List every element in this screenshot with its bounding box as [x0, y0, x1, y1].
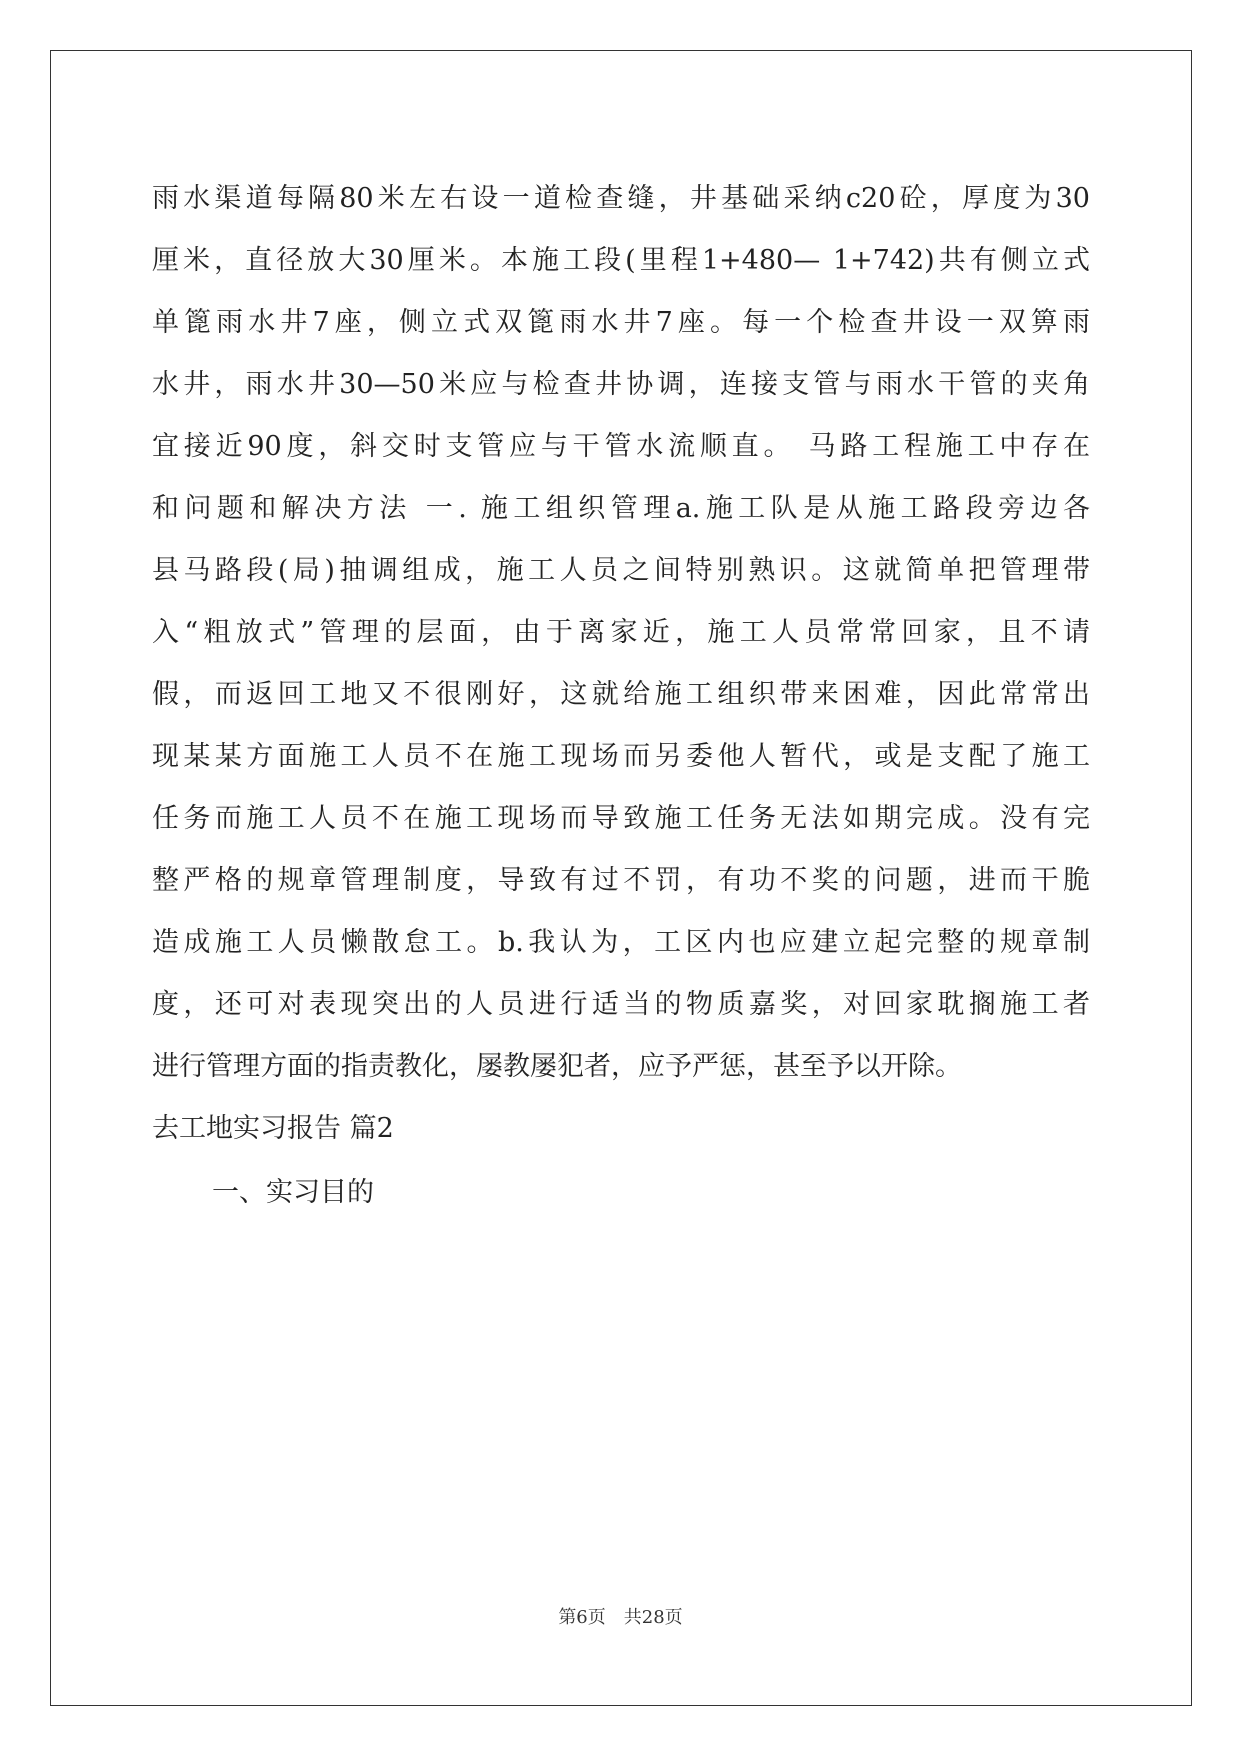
body-line: 进行管理方面的指责教化，屡教屡犯者，应予严惩，甚至予以开除。: [152, 1051, 962, 1082]
section-title: 去工地实习报告 篇2: [152, 1113, 394, 1144]
body-line: 造成施工人员懒散怠工。b.我认为，工区内也应建立起完整的规章制: [152, 927, 1090, 958]
subsection-title: 一、实习目的: [212, 1177, 374, 1208]
body-line: 单篦雨水井7座，侧立式双篦雨水井7座。每一个检查井设一双箅雨: [152, 307, 1090, 338]
page-footer: 第6页 共28页: [558, 1607, 683, 1628]
body-line: 县马路段(局)抽调组成，施工人员之间特别熟识。这就简单把管理带: [152, 555, 1090, 586]
body-line: 入“粗放式”管理的层面，由于离家近，施工人员常常回家，且不请: [152, 617, 1090, 648]
body-line: 宜接近90度，斜交时支管应与干管水流顺直。 马路工程施工中存在: [152, 431, 1090, 462]
body-line: 厘米，直径放大30厘米。本施工段(里程1+480— 1+742)共有侧立式: [152, 245, 1090, 276]
body-line: 雨水渠道每隔80米左右设一道检查缝，井基础采纳c20砼，厚度为30: [152, 183, 1090, 214]
body-line: 现某某方面施工人员不在施工现场而另委他人暂代，或是支配了施工: [152, 741, 1090, 772]
body-text: [152, 168, 1090, 1098]
body-line: 假，而返回工地又不很刚好，这就给施工组织带来困难，因此常常出: [152, 679, 1090, 710]
body-line: 水井，雨水井30—50米应与检查井协调，连接支管与雨水干管的夹角: [152, 369, 1090, 400]
body-line: 整严格的规章管理制度，导致有过不罚，有功不奖的问题，进而干脆: [152, 865, 1090, 896]
body-line: 和问题和解决方法 一. 施工组织管理a.施工队是从施工路段旁边各: [152, 493, 1090, 524]
body-line: 任务而施工人员不在施工现场而导致施工任务无法如期完成。没有完: [152, 803, 1090, 834]
body-line: 度，还可对表现突出的人员进行适当的物质嘉奖，对回家耽搁施工者: [152, 989, 1090, 1020]
